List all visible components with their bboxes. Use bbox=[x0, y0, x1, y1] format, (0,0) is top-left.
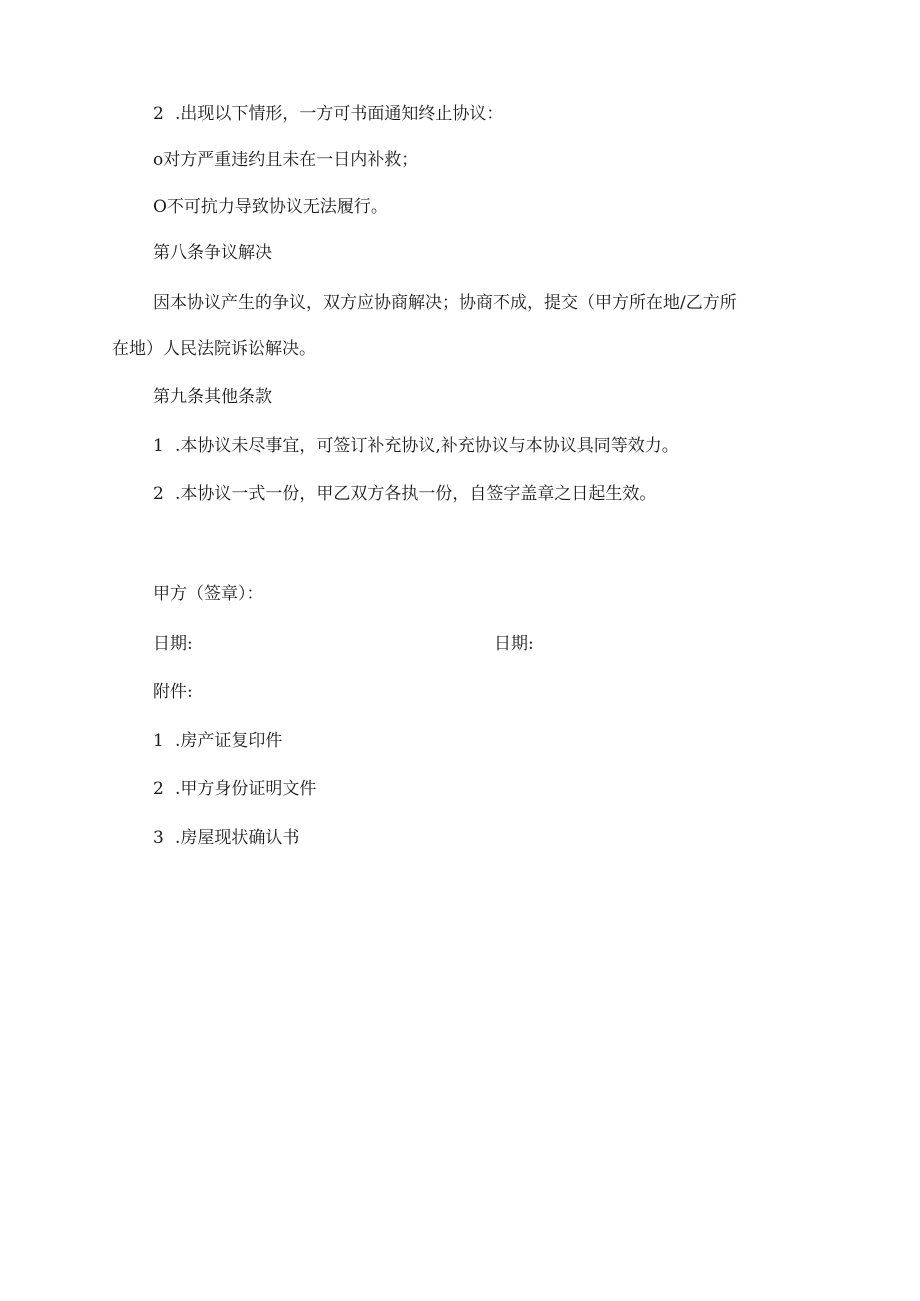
list-number: 1 bbox=[153, 731, 164, 751]
list-text: .出现以下情形，一方可书面通知终止协议： bbox=[175, 104, 504, 124]
termination-bullet-2: O不可抗力导致协议无法履行。 bbox=[153, 197, 388, 217]
list-number: 2 bbox=[153, 484, 164, 504]
party-a-signature-label: 甲方（签章）： bbox=[153, 584, 264, 604]
date-label-right: 日期: bbox=[494, 634, 534, 654]
list-number: 1 bbox=[153, 436, 164, 456]
attachment-item-3 bbox=[153, 827, 299, 849]
article-9-item-2 bbox=[153, 483, 656, 505]
article-8-body-line-1: 因本协议产生的争议，双方应协商解决；协商不成，提交（甲方所在地/乙方所 bbox=[153, 293, 737, 313]
list-text: .房屋现状确认书 bbox=[175, 828, 300, 848]
list-number: 2 bbox=[153, 104, 164, 124]
attachment-item-1 bbox=[153, 730, 282, 752]
article-9-title: 第九条其他条款 bbox=[153, 387, 272, 407]
termination-item-2 bbox=[153, 103, 503, 125]
article-8-title: 第八条争议解决 bbox=[153, 243, 272, 263]
list-text: .本协议一式一份，甲乙双方各执一份，自签字盖章之日起生效。 bbox=[175, 484, 657, 504]
attachments-title: 附件: bbox=[153, 682, 193, 702]
list-number: 3 bbox=[153, 828, 164, 848]
article-9-item-1 bbox=[153, 435, 679, 457]
termination-bullet-1: o对方严重违约且未在一日内补救； bbox=[153, 150, 419, 170]
list-text: .本协议未尽事宜，可签订补充协议,补充协议与本协议具同等效力。 bbox=[175, 436, 679, 456]
list-number: 2 bbox=[153, 779, 164, 799]
article-8-body-line-2: 在地）人民法院诉讼解决。 bbox=[112, 339, 316, 359]
list-text: .房产证复印件 bbox=[175, 731, 283, 751]
date-label-left: 日期: bbox=[153, 634, 193, 654]
list-text: .甲方身份证明文件 bbox=[175, 779, 317, 799]
attachment-item-2 bbox=[153, 778, 316, 800]
